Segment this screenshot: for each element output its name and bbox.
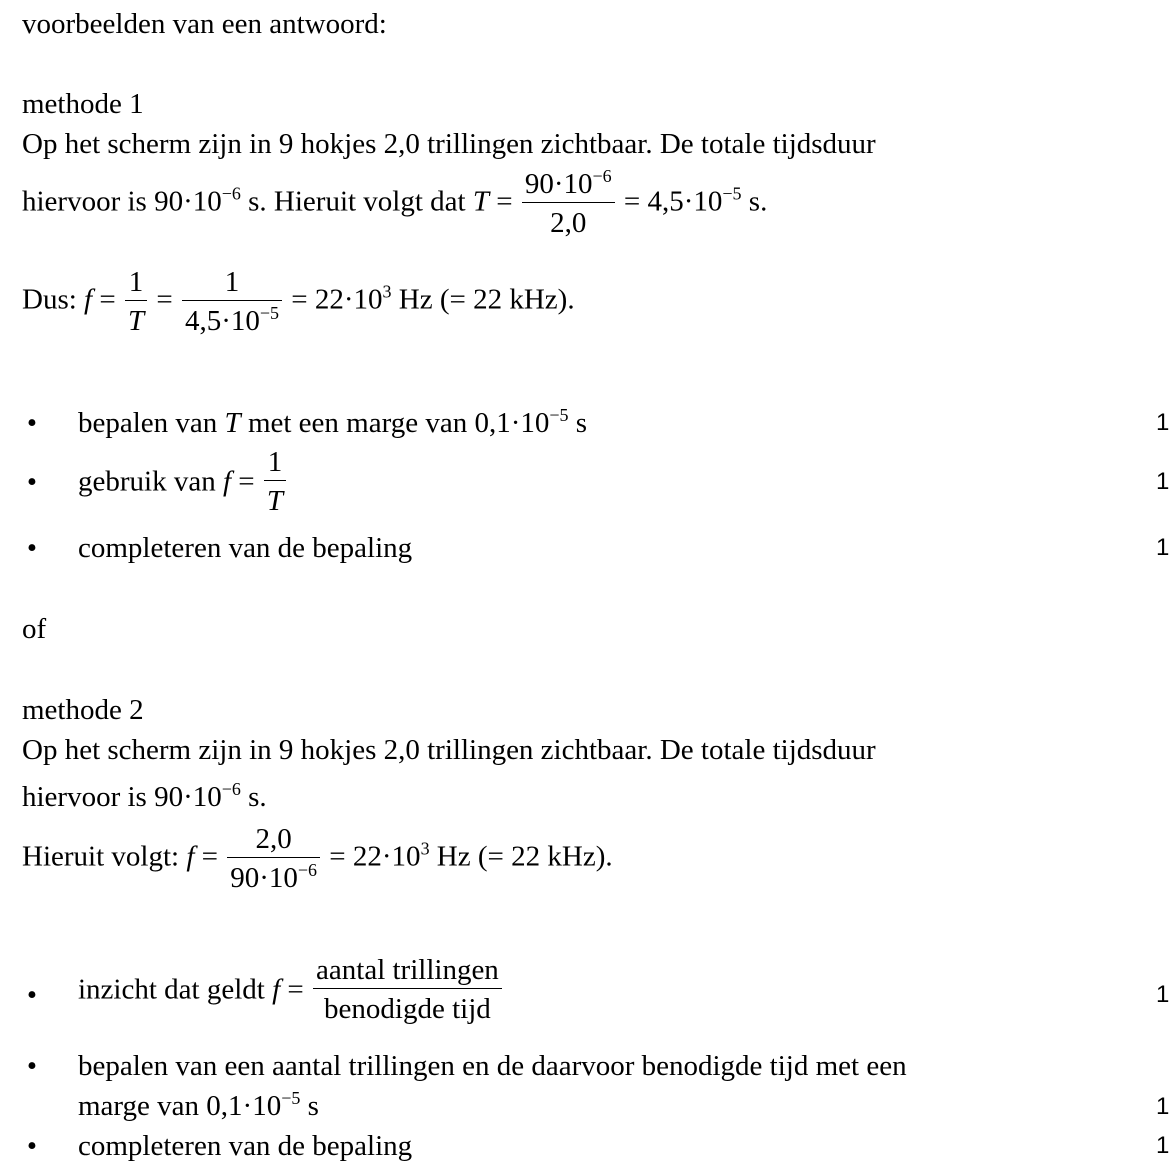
method1-paragraph: Op het scherm zijn in 9 hokjes 2,0 trillingen zichtbaar. De totale tijdsduur [22, 128, 876, 160]
m2-b3-score: 1 [1156, 1132, 1170, 1159]
m1-T: T [472, 185, 489, 218]
m1-l2-res-exp: −5 [722, 183, 742, 204]
m1-b2-score: 1 [1156, 468, 1170, 495]
m2-b1-text: inzicht dat geldt f = $\frac{\text{aantal trillingen}}{\text{benodigde tijd}}$ [78, 956, 504, 1024]
m1-eq3: = [149, 283, 180, 316]
m2-b2-line2: marge van $0,1\cdot 10^{-5}$ s [78, 1087, 319, 1122]
m2-b2-line1: bepalen van een aantal trillingen en de daarvoor benodigde tijd met een [78, 1050, 907, 1082]
method1-title: methode 1 [22, 88, 144, 120]
m1-den2-exp: −5 [259, 302, 280, 323]
m1-one-over-value [182, 268, 282, 336]
or-text: of [22, 613, 47, 645]
m1-b2-fraction: $\frac{1}{T}$ [264, 448, 286, 516]
method2-title: methode 2 [22, 694, 144, 726]
m1-b1-text: bepalen van T met een marge van $0,1\cdot 10^{-5}$ s [78, 404, 588, 439]
m1-period-fraction [522, 165, 615, 239]
method2-paragraph: Op het scherm zijn in 9 hokjes 2,0 trillingen zichtbaar. De totale tijdsduur [22, 734, 876, 766]
m1-T-den: T [127, 305, 145, 337]
bullet-icon: • [26, 1130, 38, 1162]
method1-period-equation [22, 165, 768, 239]
m1-den2: 4,5·10 [184, 305, 260, 337]
m1-l2-end: s. [741, 185, 768, 218]
m1-b3-text: completeren van de bepaling [78, 532, 413, 564]
m1-res-exp: 3 [382, 281, 392, 302]
m1-one2: 1 [182, 268, 282, 301]
m1-eq: = [489, 185, 520, 218]
m1-eq2: = [92, 283, 123, 316]
bullet-icon: • [26, 532, 38, 564]
m1-one: 1 [125, 268, 147, 301]
m2-b1-score: 1 [1156, 981, 1170, 1008]
m1-b2-text: gebruik van f = $\frac{1}{T}$ [78, 448, 288, 516]
m2-b2-score: 1 [1156, 1093, 1170, 1120]
m2-b1-fraction: $\frac{\text{aantal trillingen}}{\text{benodigde tijd}}$ [313, 956, 502, 1024]
m1-frac-num: 90·10 [524, 168, 593, 200]
m1-l2-a: hiervoor is 90·10 [22, 185, 222, 218]
m1-frac-den: 2,0 [550, 207, 587, 239]
m1-l2-exp: −6 [221, 183, 241, 204]
bullet-icon: • [26, 466, 38, 498]
m1-b3-score: 1 [1156, 534, 1170, 561]
m1-frac-num-exp: −6 [592, 165, 612, 186]
method2-duration: hiervoor is $90\cdot 10^{-6}$ s. [22, 778, 267, 813]
m1-l2-res: = 4,5·10 [616, 185, 723, 218]
m1-l2-b: s. Hieruit volgt dat [240, 185, 473, 218]
m1-f: f [84, 283, 93, 316]
bullet-icon: • [26, 407, 38, 439]
method2-frequency-equation: Hieruit volgt: f = $\frac{2,0}{90\cdot 10^{-6}}$ = $22\cdot 10^3$ Hz (= 22 kHz). [22, 823, 613, 894]
m2-b3-text: completeren van de bepaling [78, 1130, 413, 1162]
m1-one-over-T [125, 268, 147, 336]
m1-b1-score: 1 [1156, 409, 1170, 436]
intro-text: voorbeelden van een antwoord: [22, 8, 387, 40]
m1-res-end: Hz (= 22 kHz). [391, 283, 575, 316]
m1-l3-a: Dus: [22, 283, 85, 316]
bullet-icon: • [26, 1050, 38, 1082]
bullet-icon: • [26, 979, 38, 1011]
method1-frequency-equation [22, 268, 575, 336]
m1-res: = 22·10 [284, 283, 383, 316]
m2-fraction: $\frac{2,0}{90\cdot 10^{-6}}$ [227, 825, 320, 893]
